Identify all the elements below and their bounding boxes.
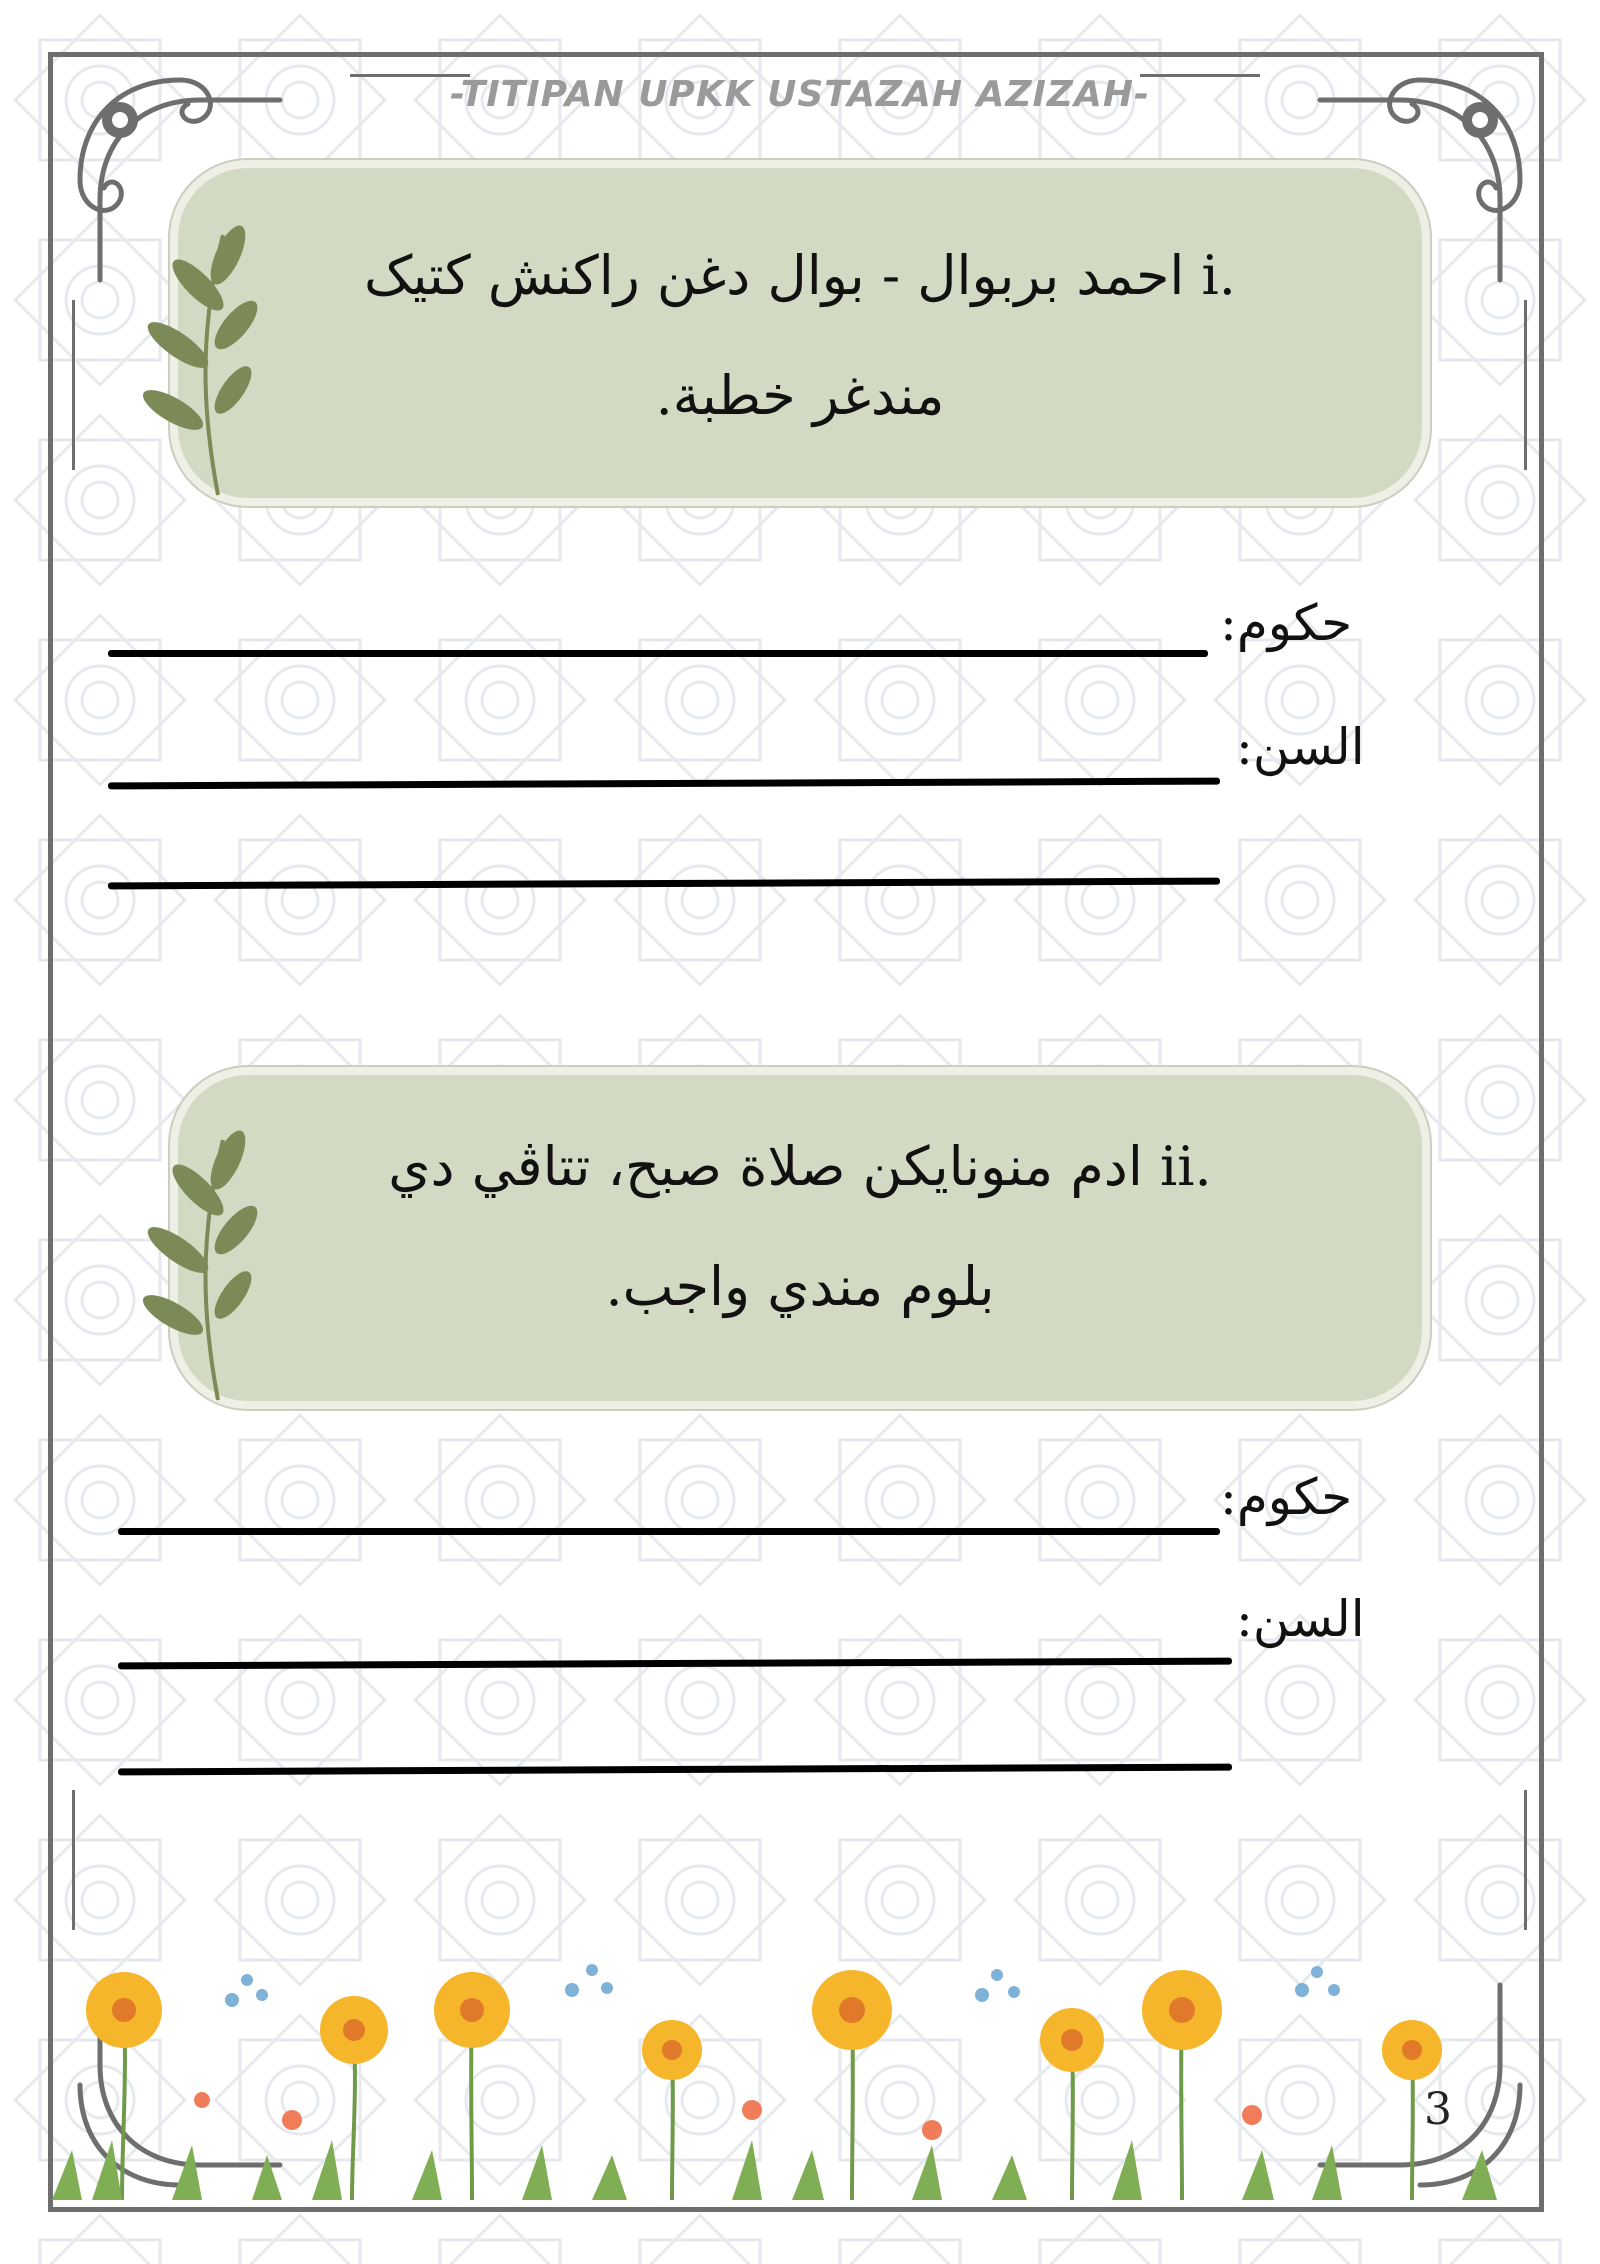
leaf-sprig-icon — [108, 215, 258, 505]
page-header: -TITIPAN UPKK USTAZAH AZIZAH- — [450, 74, 1150, 115]
ruling-answer-line-2[interactable] — [118, 1528, 1220, 1535]
reason-label-1: السن: — [1236, 718, 1365, 776]
question-2-line-2: بلوم مندي واجب. — [605, 1255, 995, 1318]
ruling-answer-line-1[interactable] — [108, 650, 1208, 657]
side-rule-right-top — [1524, 300, 1527, 470]
question-2-text: ادم منونايكن صلاة صبح، تتاڤي دي — [388, 1135, 1143, 1198]
question-2-line-1 — [178, 1135, 1422, 1198]
leaf-sprig-icon — [108, 1120, 258, 1410]
question-box-1 — [178, 168, 1422, 498]
reason-label-2: السن: — [1236, 1590, 1365, 1648]
page-number: 3 — [1424, 2084, 1452, 2135]
question-1-text: احمد بربوال - بوال دغن راكنش كتيک — [364, 244, 1185, 307]
side-rule-left-top — [72, 300, 75, 470]
question-1-line-1 — [178, 244, 1422, 307]
ruling-label-1: حکوم: — [1220, 594, 1353, 652]
ruling-label-2: حکوم: — [1220, 1468, 1353, 1526]
flower-meadow-icon — [52, 1900, 1540, 2200]
question-1-line-2: مندغر خطبة. — [655, 364, 945, 427]
question-1-number: i. — [1201, 244, 1236, 307]
question-2-number: ii. — [1160, 1135, 1212, 1198]
question-box-2 — [178, 1075, 1422, 1401]
